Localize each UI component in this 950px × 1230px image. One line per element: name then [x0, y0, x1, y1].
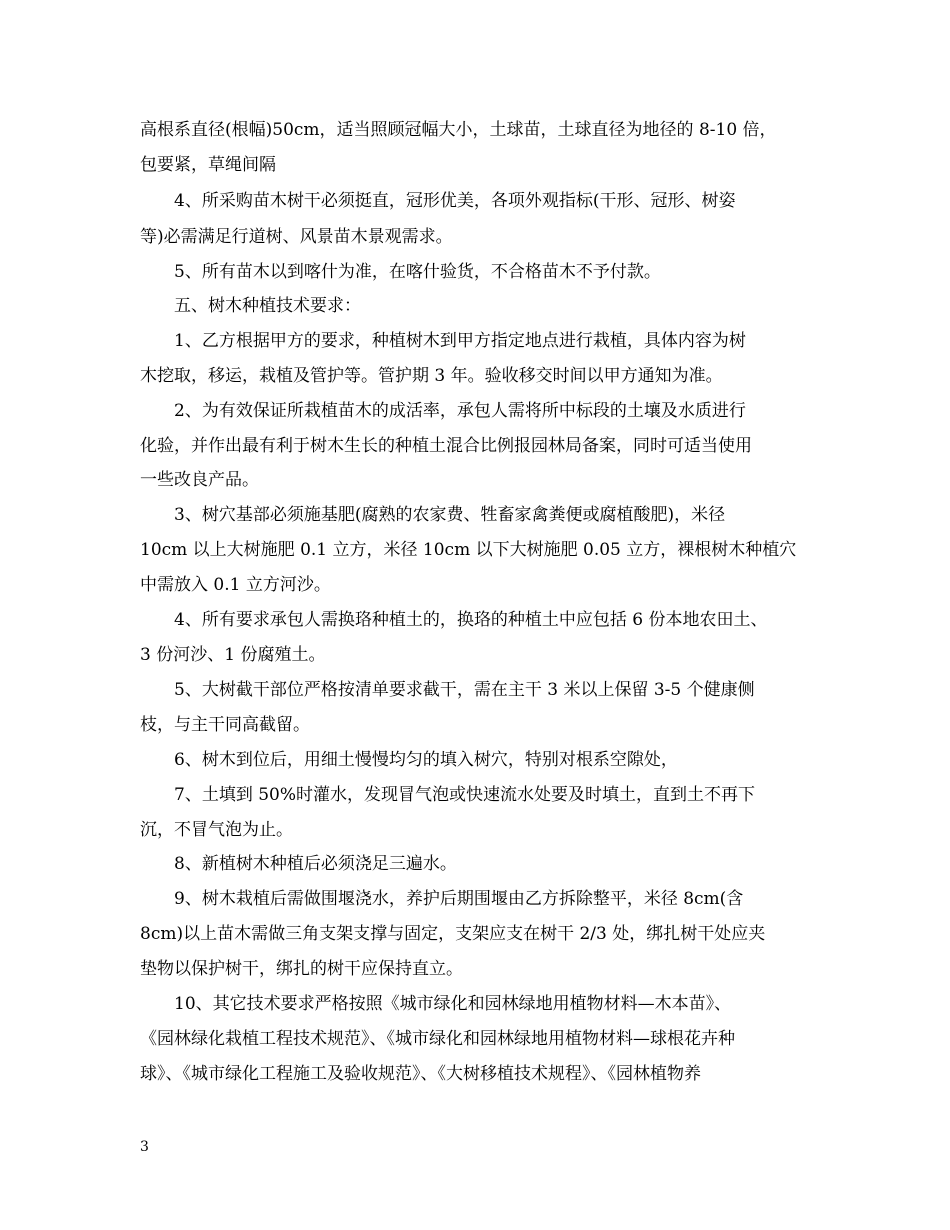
text-line: 6、树木到位后，用细土慢慢均匀的填入树穴，特别对根系空隙处，	[174, 750, 678, 770]
text-line: 《园林绿化栽植工程技术规范》、《城市绿化和园林绿地用植物材料—球根花卉种	[140, 1029, 735, 1049]
text-line: 10、其它技术要求严格按照《城市绿化和园林绿地用植物材料—木本苗》、	[174, 994, 732, 1014]
text-line: 垫物以保护树干，绑扎的树干应保持直立。	[140, 959, 463, 979]
text-line: 5、大树截干部位严格按清单要求截干，需在主干 3 米以上保留 3-5 个健康侧	[174, 680, 755, 700]
text-line: 枝，与主干同高截留。	[140, 715, 310, 735]
text-line: 中需放入 0.1 立方河沙。	[140, 575, 331, 595]
text-line: 3、树穴基部必须施基肥(腐熟的农家费、牲畜家禽粪便或腐植酸肥)，米径	[174, 505, 726, 525]
text-line: 2、为有效保证所栽植苗木的成活率，承包人需将所中标段的土壤及水质进行	[174, 401, 746, 421]
text-line: 8cm)以上苗木需做三角支架支撑与固定，支架应支在树干 2/3 处，绑扎树干处应夹	[140, 924, 766, 944]
text-line: 沉，不冒气泡为止。	[140, 820, 293, 840]
text-line: 一些改良产品。	[140, 470, 259, 490]
text-line: 7、土填到 50%时灌水，发现冒气泡或快速流水处要及时填土，直到土不再下	[174, 785, 756, 805]
text-line: 4、所采购苗木树干必须挺直，冠形优美，各项外观指标(干形、冠形、树姿	[174, 191, 736, 211]
text-line: 3 份河沙、1 份腐殖土。	[140, 645, 326, 665]
text-line: 1、乙方根据甲方的要求，种植树木到甲方指定地点进行栽植，具体内容为树	[174, 331, 746, 351]
text-line: 木挖取，移运，栽植及管护等。管护期 3 年。验收移交时间以甲方通知为准。	[140, 366, 723, 386]
text-line: 4、所有要求承包人需换珞种植土的，换珞的种植土中应包括 6 份本地农田土、	[174, 610, 768, 630]
text-line: 等)必需满足行道树、风景苗木景观需求。	[140, 227, 453, 247]
text-line: 高根系直径(根幅)50cm，适当照顾冠幅大小，土球苗，土球直径为地径的 8-10 倍，	[140, 120, 777, 140]
text-line: 球》、《城市绿化工程施工及验收规范》、《大树移植技术规程》、《园林植物养	[140, 1064, 701, 1084]
page-number: 3	[140, 1139, 149, 1155]
section-heading: 五、树木种植技术要求：	[174, 296, 361, 316]
text-line: 包要紧，草绳间隔	[140, 155, 276, 175]
text-line: 9、树木栽植后需做围堰浇水，养护后期围堰由乙方拆除整平，米径 8cm(含	[174, 889, 744, 909]
text-line: 化验，并作出最有利于树木生长的种植土混合比例报园林局备案，同时可适当使用	[140, 436, 752, 456]
text-line: 5、所有苗木以到喀什为准，在喀什验货，不合格苗木不予付款。	[174, 262, 661, 282]
text-line: 10cm 以上大树施肥 0.1 立方，米径 10cm 以下大树施肥 0.05 立方，裸根树木种植穴	[140, 540, 797, 560]
text-line: 8、新植树木种植后必须浇足三遍水。	[174, 854, 457, 874]
